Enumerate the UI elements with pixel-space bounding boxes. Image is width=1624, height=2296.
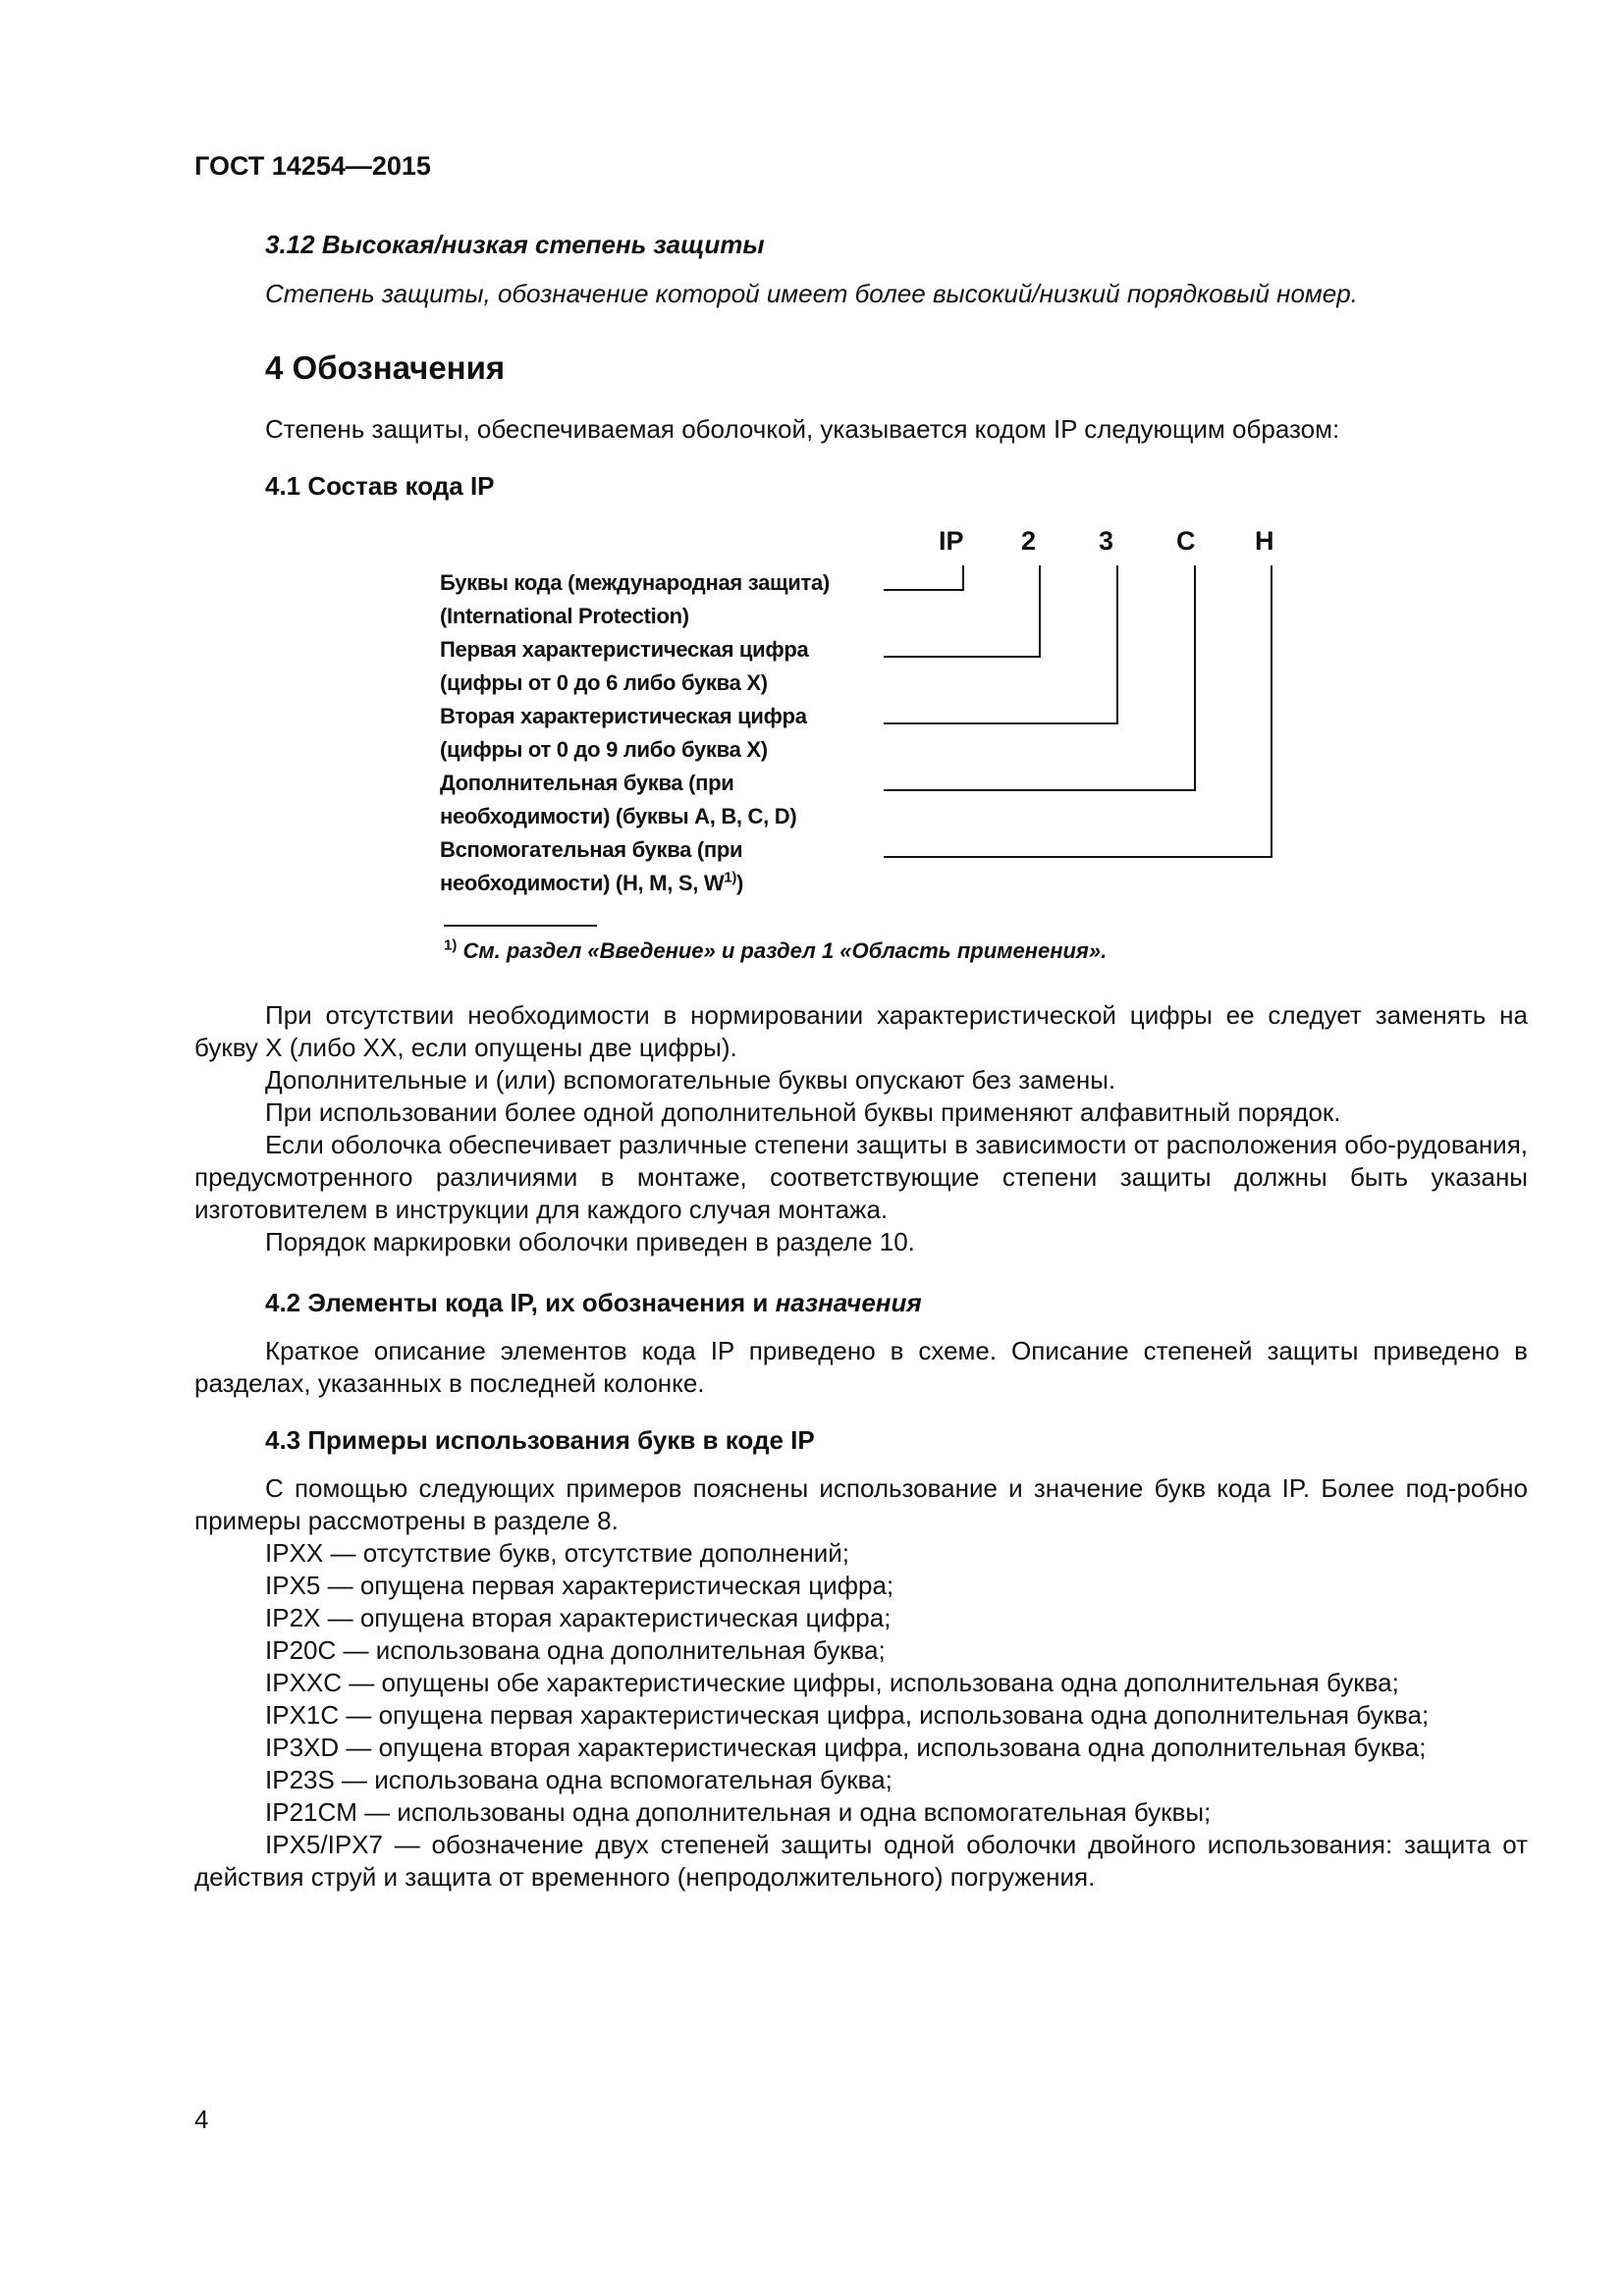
connector-ip-horizontal	[884, 589, 964, 591]
section-3-12-text: Степень защиты, обозначение которой имеет более высокий/низкий порядковый номер.	[265, 279, 1358, 308]
connector-first-digit-horizontal	[884, 656, 1041, 658]
paragraph: При использовании более одной дополнительной буквы применяют алфавитный порядок.	[265, 1097, 1341, 1127]
ip-code-diagram	[440, 526, 1284, 899]
example-item: IPXX — отсутствие букв, отсутствие дополнений;	[265, 1538, 849, 1568]
example-item: IPX5 — опущена первая характеристическая цифра;	[265, 1571, 894, 1600]
label-first-digit-range: (цифры от 0 до 6 либо буква X)	[440, 670, 768, 695]
paragraph: При отсутствии необходимости в нормировании характеристической цифры ее следует заменять на букву X (либо XX, если опущены две цифры).	[194, 1000, 1528, 1062]
example-item: IP21CM — использованы одна дополнительная и одна вспомогательная буквы;	[265, 1797, 1212, 1827]
paragraph: Дополнительные и (или) вспомогательные буквы опускают без замены.	[265, 1065, 1116, 1095]
section-4-2-title: 4.2 Элементы кода IP, их обозначения и назначения	[265, 1288, 922, 1317]
connector-second-digit-vertical	[1116, 565, 1118, 724]
footnote	[444, 938, 1107, 964]
label-second-digit-range: (цифры от 0 до 9 либо буква X)	[440, 737, 768, 762]
example-item: IP23S — использована одна вспомогательная буква;	[265, 1765, 893, 1794]
label-supplementary-letter: Вспомогательная буква (при	[440, 837, 743, 862]
footnote-separator	[444, 925, 597, 927]
code-first-digit: 2	[1021, 526, 1037, 556]
connector-additional-vertical	[1194, 565, 1196, 791]
section-3-12-title: 3.12 Высокая/низкая степень защиты	[265, 230, 765, 259]
paragraph: Если оболочка обеспечивает различные степени защиты в зависимости от расположения обо-рудования, предусмотренного различиями в монтаже, соответствующие степени защиты должны быть указаны изготовителем в инструкции для каждого случая монтажа.	[194, 1130, 1528, 1224]
section-4-2-text: Краткое описание элементов кода IP приведено в схеме. Описание степеней защиты приведено в разделах, указанных в последней колонке.	[194, 1336, 1528, 1398]
connector-supplementary-vertical	[1271, 565, 1272, 858]
label-supplementary-letter-range: необходимости) (H, M, S, $W^{1)}$)	[440, 869, 744, 895]
label-second-digit: Вторая характеристическая цифра	[440, 704, 807, 728]
connector-additional-horizontal	[884, 789, 1196, 791]
example-item: IPX1C — опущена первая характеристическая цифра, использована одна дополнительная буква;	[265, 1700, 1430, 1730]
label-additional-letter: Дополнительная буква (при	[440, 771, 734, 795]
section-4-1-title: 4.1 Состав кода IP	[265, 471, 495, 501]
section-4-title: 4 Обозначения	[265, 349, 506, 386]
footnote-mark: 1)	[724, 869, 737, 886]
label-additional-letter-range: необходимости) (буквы A, B, C, D)	[440, 804, 797, 828]
document-code: ГОСТ 14254—2015	[194, 151, 431, 181]
label-first-digit: Первая характеристическая цифра	[440, 637, 809, 662]
footnote-number: 1)	[444, 936, 458, 954]
code-supplementary-letter: H	[1255, 526, 1274, 556]
label-code-letters: Буквы кода (международная защита)	[440, 570, 830, 595]
example-item: IP3XD — опущена вторая характеристическая цифра, использована одна дополнительная буква;	[265, 1733, 1427, 1762]
example-item: IPXXC — опущены обе характеристические цифры, использована одна дополнительная буква;	[265, 1668, 1399, 1697]
code-second-digit: 3	[1099, 526, 1114, 556]
example-item: IP2X — опущена вторая характеристическая цифра;	[265, 1603, 892, 1632]
footnote-text: См. раздел «Введение» и раздел 1 «Область применения».	[462, 938, 1108, 963]
code-additional-letter: C	[1176, 526, 1196, 556]
code-ip: IP	[939, 526, 964, 556]
section-4-intro: Степень защиты, обеспечиваемая оболочкой, указывается кодом IP следующим образом:	[265, 414, 1340, 444]
page-number: 4	[194, 2105, 209, 2134]
example-item: IPX5/IPX7 — обозначение двух степеней защиты одной оболочки двойного использования: защита от действия струй и защита от временного (непродолжительного) погружения.	[194, 1830, 1528, 1892]
connector-ip-vertical	[962, 565, 964, 591]
paragraph: Порядок маркировки оболочки приведен в разделе 10.	[265, 1227, 915, 1256]
example-item: IP20C — использована одна дополнительная буква;	[265, 1635, 886, 1665]
section-4-3-title: 4.3 Примеры использования букв в коде IP	[265, 1425, 815, 1455]
label-international-protection: (International Protection)	[440, 604, 689, 628]
section-4-3-intro: С помощью следующих примеров пояснены использование и значение букв кода IP. Более под-робно примеры рассмотрены в разделе 8.	[194, 1473, 1528, 1535]
connector-supplementary-horizontal	[884, 856, 1272, 858]
connector-first-digit-vertical	[1039, 565, 1041, 658]
connector-second-digit-horizontal	[884, 722, 1118, 724]
